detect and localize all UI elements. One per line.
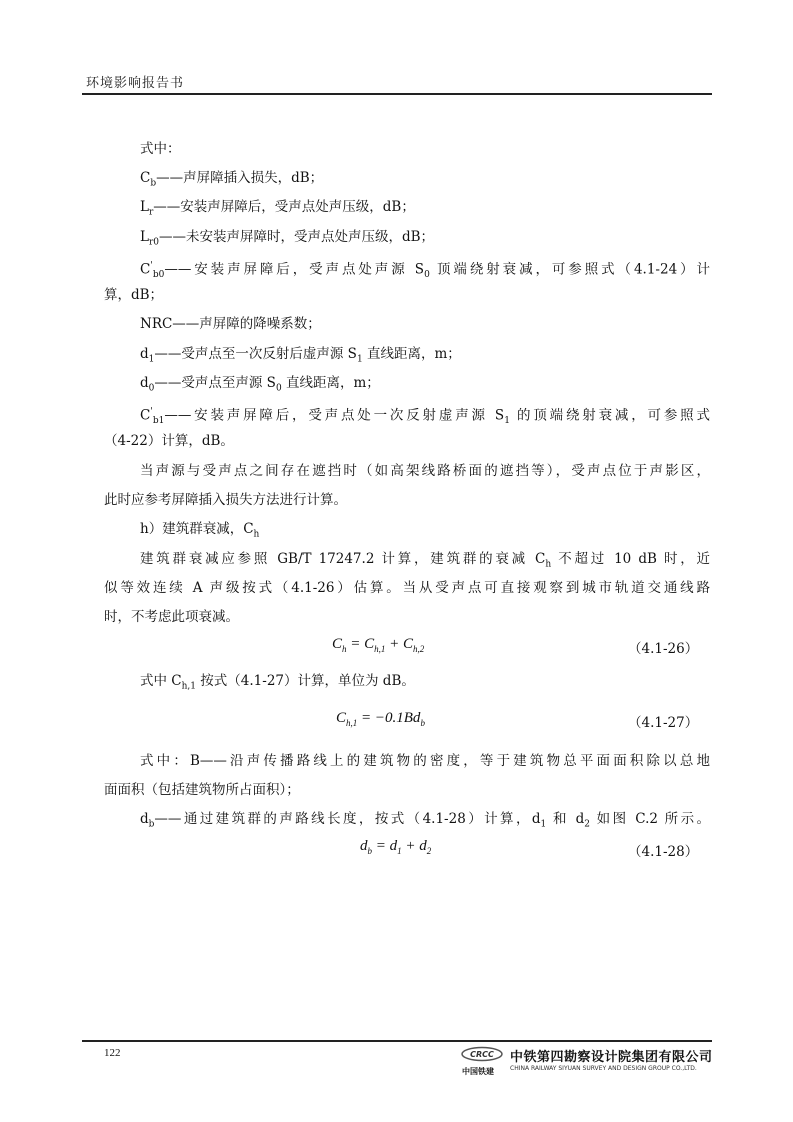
logo-cn-text: 中国铁建 — [462, 1067, 494, 1076]
footer-rule — [82, 1040, 712, 1042]
company-name: 中铁第四勘察设计院集团有限公司 — [510, 1050, 713, 1065]
crcc-logo-icon — [460, 1046, 504, 1062]
formula: $d_b = d_1 + d_2$ — [360, 838, 432, 856]
body-line: 时，不考虑此项衰减。 — [104, 609, 239, 625]
body-line: $d_b——$通过建筑群的声路线长度，按式（4.1-28）计算，$d_1$ 和 $d_2$ 如图 C.2 所示。 — [140, 811, 710, 830]
body-line: $C'_{b1}——$安装声屏障后，受声点处一次反射虚声源 $S_1$ 的顶端绕射衰减，可参照式 — [140, 407, 710, 427]
body-line: $d_0——$受声点至声源 $S_0$ 直线距离，m； — [140, 375, 380, 394]
body-line: 式中：B——沿声传播路线上的建筑物的密度，等于建筑物总平面面积除以总地 — [140, 753, 710, 769]
body-line: 面面积（包括建筑物所占面积）； — [104, 782, 300, 798]
formula: $C_{h,1} = -0.1Bd_b$ — [336, 710, 425, 728]
body-line: 式中： — [140, 141, 181, 157]
body-line: 建筑群衰减应参照 GB/T 17247.2 计算，建筑群的衰减 $C_h$ 不超过 10 dB 时，近 — [140, 551, 711, 570]
formula: $C_h = C_{h,1} + C_{h,2}$ — [332, 636, 425, 654]
body-line: 算，dB； — [104, 287, 164, 303]
logo-mark-text: CRCC — [470, 1050, 494, 1059]
body-line: （4-22）计算，dB。 — [104, 433, 234, 449]
body-line: 似等效连续 A 声级按式（4.1-26）估算。当从受声点可直接观察到城市轨道交通线路 — [104, 580, 710, 596]
equation-number: （4.1-26） — [628, 641, 699, 657]
company-name-en: CHINA RAILWAY SIYUAN SURVEY AND DESIGN GROUP CO.,LTD. — [510, 1065, 697, 1072]
body-line: 当声源与受声点之间存在遮挡时（如高架线路桥面的遮挡等），受声点位于声影区， — [140, 463, 710, 479]
header-title: 环境影响报告书 — [86, 76, 185, 91]
equation-number: （4.1-27） — [628, 715, 699, 731]
body-line: NRC——声屏障的降噪系数； — [140, 316, 321, 332]
body-line: $C'_{b0}——$安装声屏障后，受声点处声源 $S_0$ 顶端绕射衰减，可参照式（4.1-24）计 — [140, 261, 710, 281]
header-rule — [82, 93, 712, 95]
body-line: 此时应参考屏障插入损失方法进行计算。 — [104, 492, 347, 508]
equation-number: （4.1-28） — [628, 844, 699, 860]
page-number: 122 — [104, 1047, 121, 1059]
body-line: $C_b——$声屏障插入损失，dB； — [140, 170, 324, 189]
body-line: 式中 $C_{h,1}$ 按式（4.1-27）计算，单位为 dB。 — [140, 673, 415, 692]
body-line: h）建筑群衰减，$C_h$ — [140, 521, 260, 540]
body-line: $L_r——$安装声屏障后，受声点处声压级，dB； — [140, 199, 415, 218]
body-line: $d_1——$受声点至一次反射后虚声源 $S_1$ 直线距离，m； — [140, 346, 461, 365]
body-line: $L_{r0}——$未安装声屏障时，受声点处声压级，dB； — [140, 229, 435, 248]
